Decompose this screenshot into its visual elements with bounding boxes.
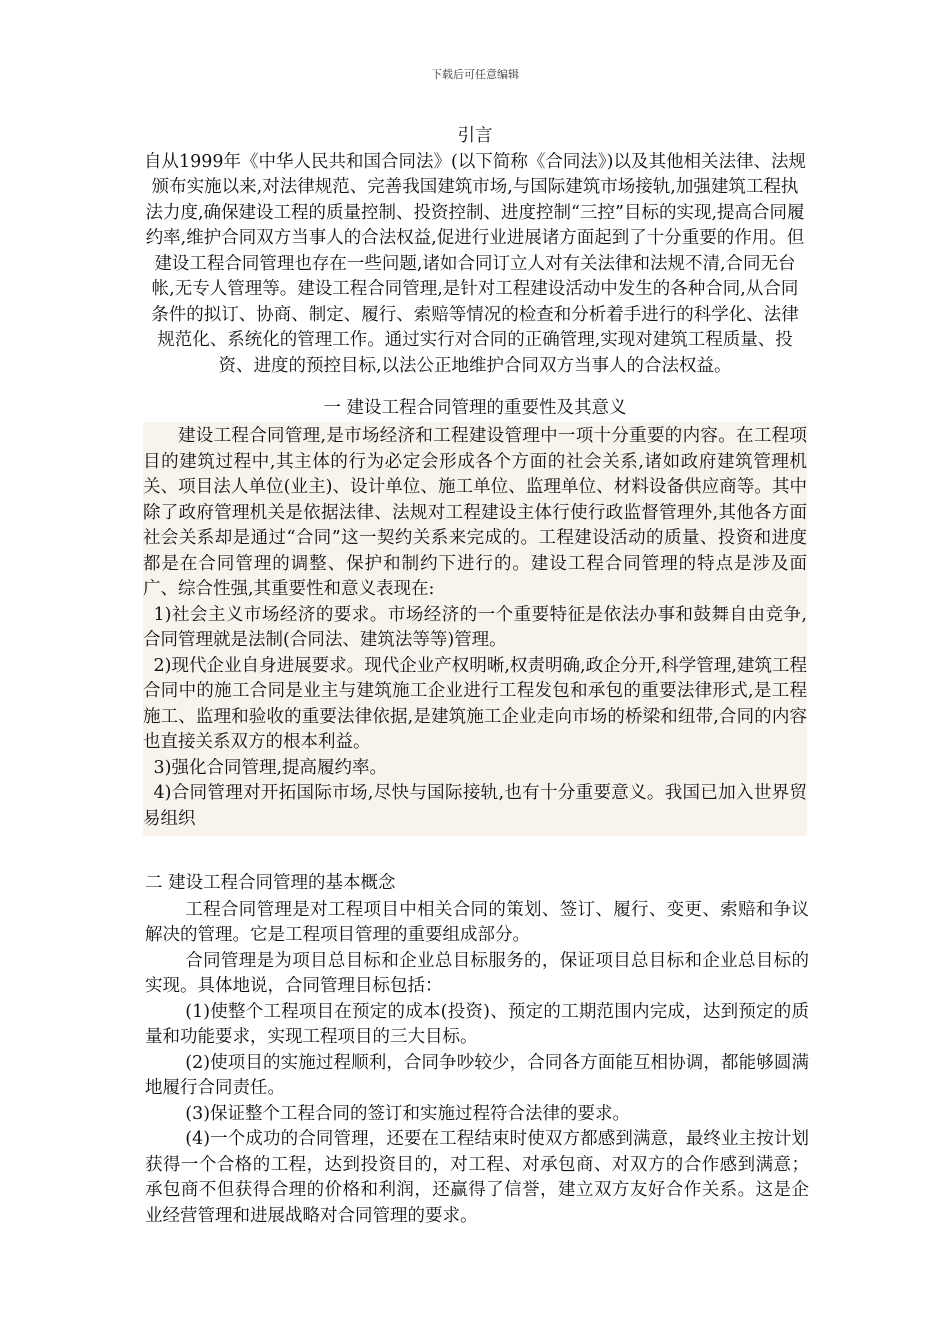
intro-paragraph: 自从1999年《中华人民共和国合同法》(以下简称《合同法》)以及其他相关法律、法规颁布实施以来,对法律规范、完善我国建筑市场,与国际建筑市场接轨,加强建筑工程执法力度,确保建设工程的质量控制、投资控制、进度控制“三控”目标的实现,提高合同履约率,维护合同双方当事人的合法权益,促进行业进展诸方面起到了十分重要的作用。但建设工程合同管理也存在一些问题,诸如合同订立人对有关法律和法规不清,合同无台帐,无专人管理等。建设工程合同管理,是针对工程建设活动中发生的各种合同,从合同条件的拟订、协商、制定、履行、索赔等情况的检查和分析着手进行的科学化、法律规范化、系统化的管理工作。通过实行对合同的正确管理,实现对建筑工程质量、投资、进度的预控目标,以法公正地维护合同双方当事人的合法权益。 [144, 151, 806, 376]
section1-item-1: 1)社会主义市场经济的要求。市场经济的一个重要特征是依法办事和鼓舞自由竞争,合同管理就是法制(合同法、建筑法等等)管理。 [143, 604, 807, 650]
section1-item-3: 3)强化合同管理,提高履约率。 [153, 757, 388, 778]
section1-body [143, 422, 807, 836]
section1-paragraph: 建设工程合同管理,是市场经济和工程建设管理中一项十分重要的内容。在工程项目的建筑过程中,其主体的行为必定会形成各个方面的社会关系,诸如政府建筑管理机关、项目法人单位(业主)、设计单位、施工单位、监理单位、材料设备供应商等。其中除了政府管理机关是依据法律、法规对工程建设主体行使行政监督管理外,其他各方面社会关系却是通过“合同”这一契约关系来完成的。工程建设活动的质量、投资和进度都是在合同管理的调整、保护和制约下进行的。建设工程合同管理的特点是涉及面广、综合性强,其重要性和意义表现在: [143, 426, 807, 599]
section1-item-2: 2)现代企业自身进展要求。现代企业产权明晰,权责明确,政企分开,科学管理,建筑工程合同中的施工合同是业主与建筑施工企业进行工程发包和承包的重要法律形式,是工程施工、监理和验收的重要法律依据,是建筑施工企业走向市场的桥梁和纽带,合同的内容也直接关系双方的根本利益。 [143, 655, 807, 752]
section2-paragraph-4: (2)使项目的实施过程顺利，合同争吵较少，合同各方面能互相协调，都能够圆满地履行合同责任。 [145, 1052, 809, 1098]
section1-item-4: 4)合同管理对开拓国际市场,尽快与国际接轨,也有十分重要意义。我国已加入世界贸易组织 [143, 783, 807, 829]
section2-paragraph-5: (3)保证整个工程合同的签订和实施过程符合法律的要求。 [185, 1103, 631, 1124]
download-note: 下载后可任意编辑 [431, 68, 519, 81]
section1-heading: 一 建设工程合同管理的重要性及其意义 [323, 398, 627, 418]
section2 [145, 871, 809, 1229]
section2-paragraph-6: (4)一个成功的合同管理，还要在工程结束时使双方都感到满意，最终业主按计划获得一个合格的工程，达到投资目的，对工程、对承包商、对双方的合作感到满意；承包商不但获得合理的价格和利润，还赢得了信誉，建立双方友好合作关系。这是企业经营管理和进展战略对合同管理的要求。 [145, 1129, 809, 1226]
intro-section [143, 124, 807, 379]
section2-paragraph-2: 合同管理是为项目总目标和企业总目标服务的，保证项目总目标和企业总目标的实现。具体地说，合同管理目标包括： [145, 950, 809, 996]
section2-paragraph-3: (1)使整个工程项目在预定的成本(投资)、预定的工期范围内完成，达到预定的质量和功能要求，实现工程项目的三大目标。 [145, 1001, 809, 1047]
section2-heading: 二 建设工程合同管理的基本概念 [145, 873, 396, 893]
intro-title: 引言 [457, 126, 493, 146]
section2-paragraph-1: 工程合同管理是对工程项目中相关合同的策划、签订、履行、变更、索赔和争议解决的管理。它是工程项目管理的重要组成部分。 [145, 899, 809, 945]
